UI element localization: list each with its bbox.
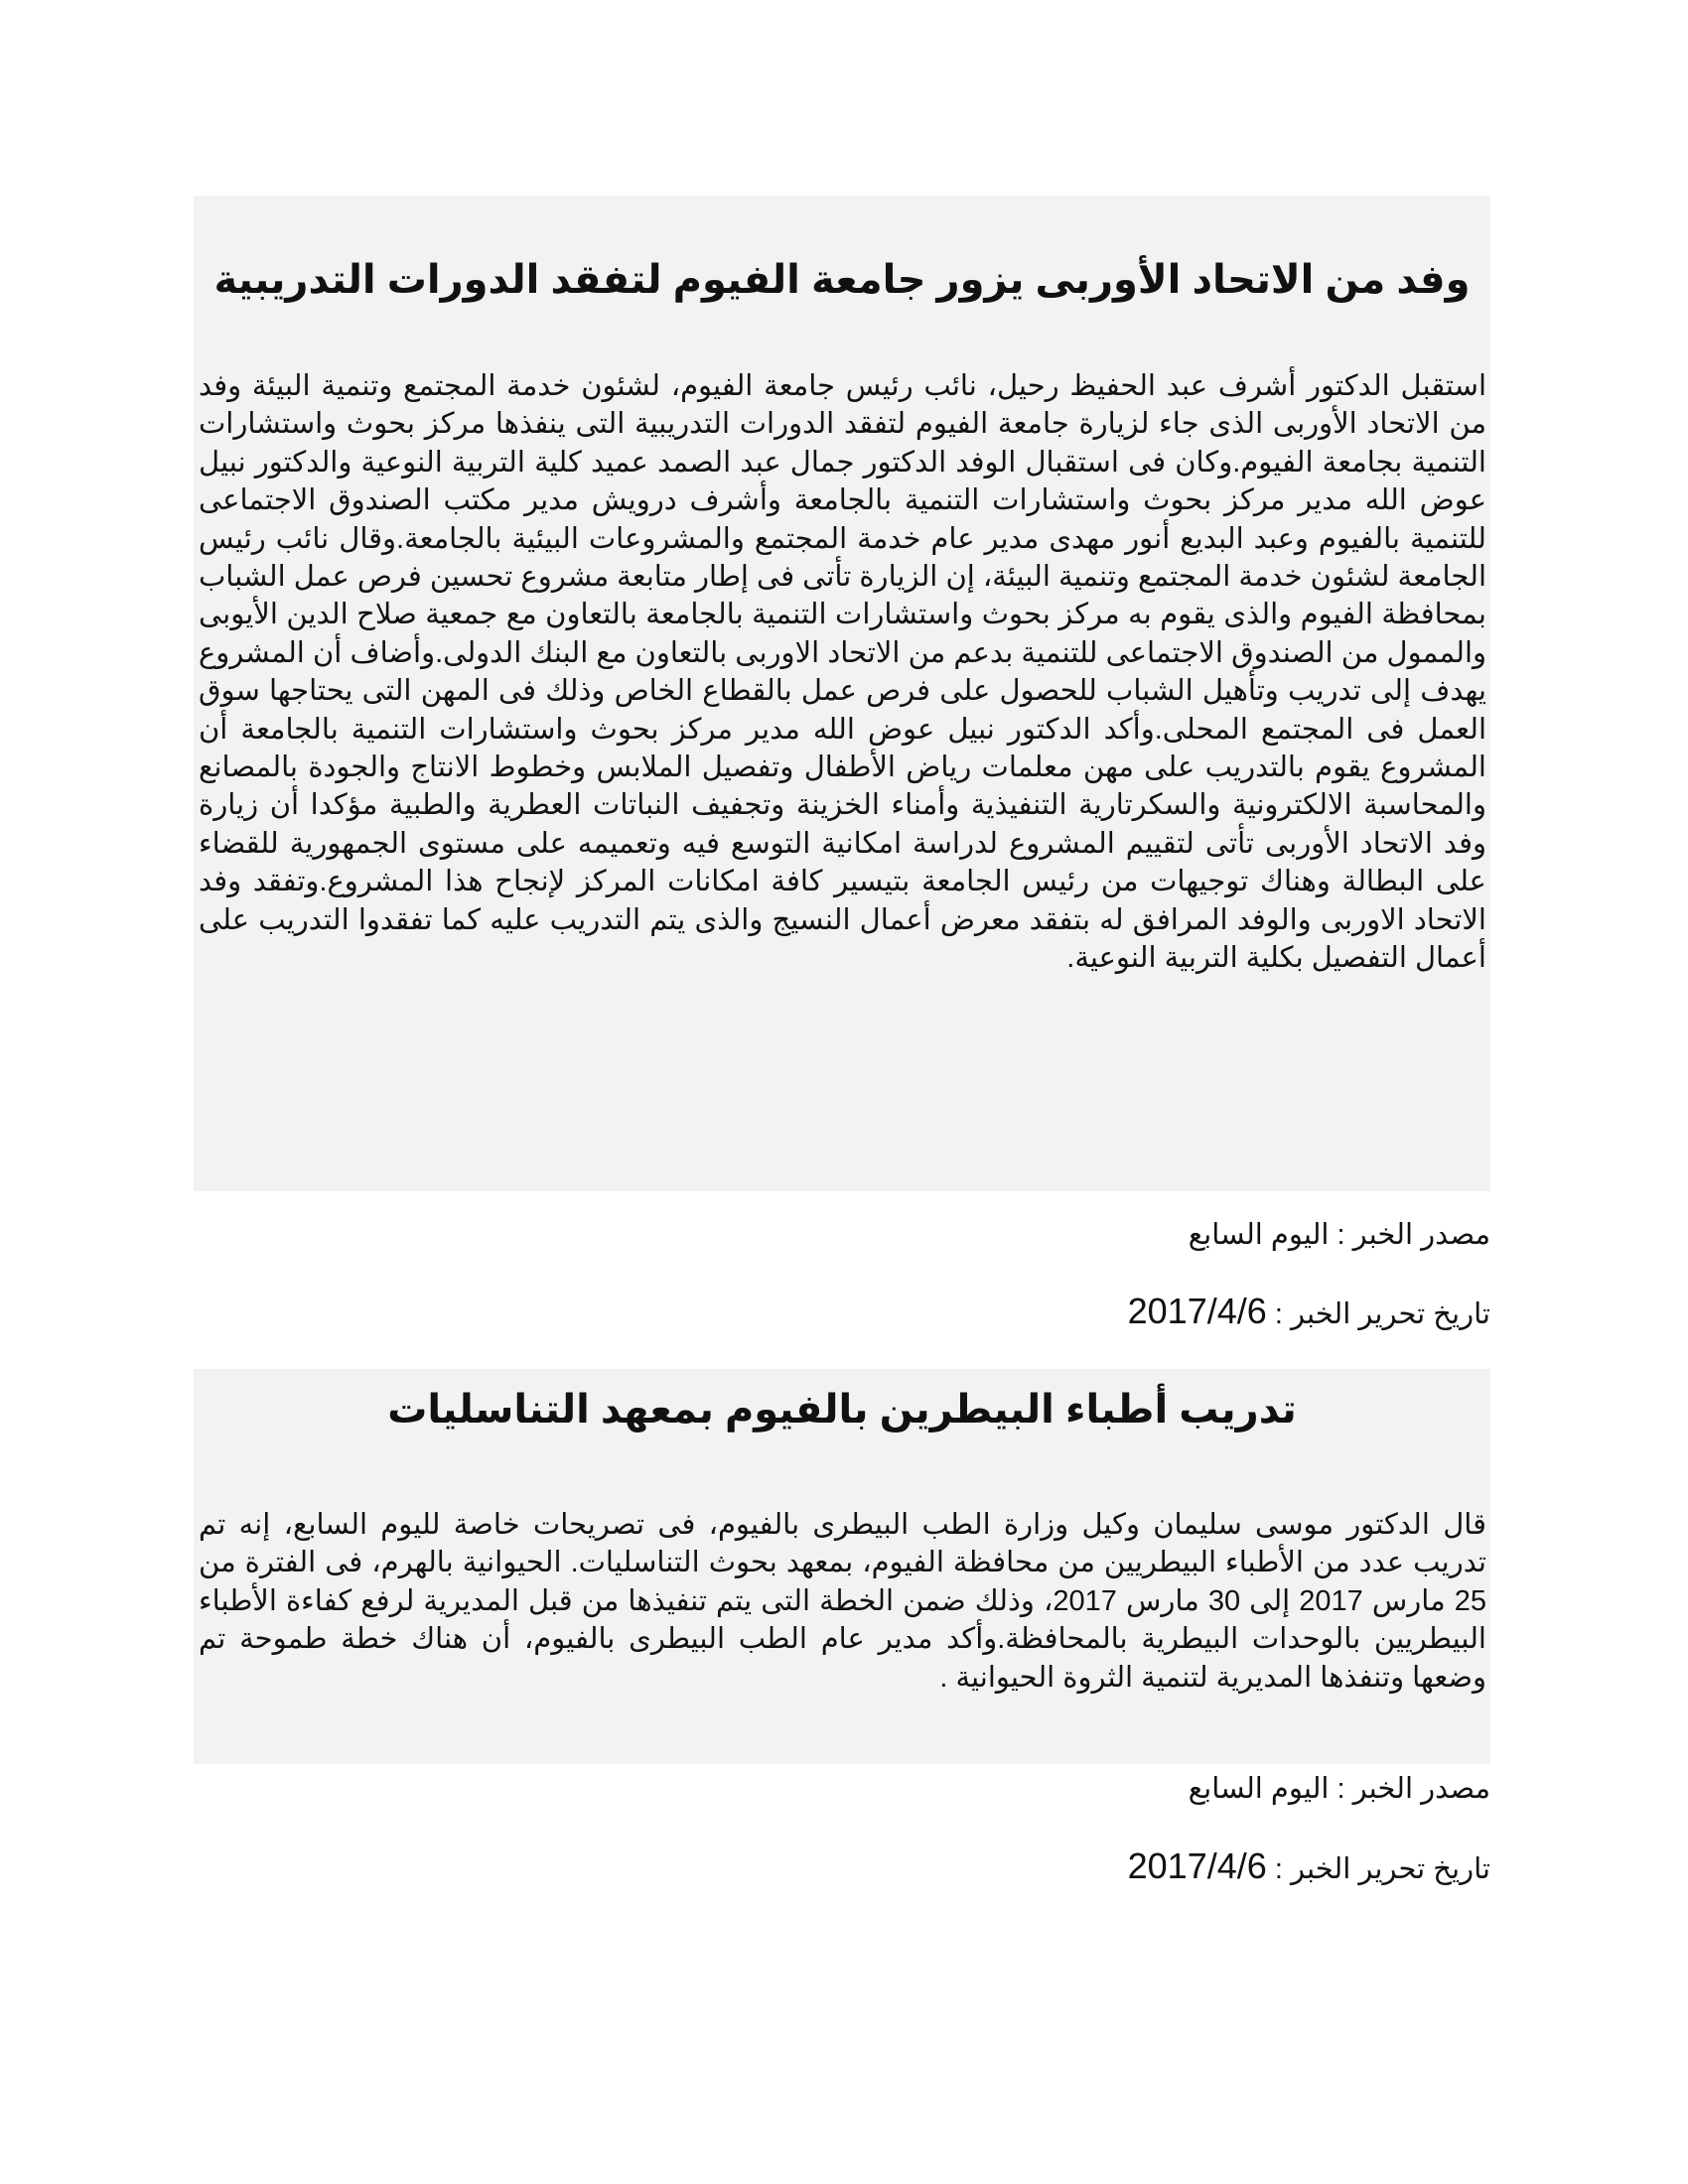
article-body: استقبل الدكتور أشرف عبد الحفيظ رحيل، نائب رئيس جامعة الفيوم، لشئون خدمة المجتمع وتنمية البيئة وفد من الاتحاد الأوربى الذى جاء لزيارة جامعة الفيوم لتفقد الدورات التدريبية التى ينفذها مركز بحوث واستشارات التنمية بجامعة الفيوم.وكان فى استقبال الوفد الدكتور جمال عبد الصمد عميد كلية التربية النوعية والدكتور نبيل عوض الله مدير مركز بحوث واستشارات التنمية بالجامعة وأشرف درويش مدير مكتب الصندوق الاجتماعى للتنمية بالفيوم وعبد البديع أنور مهدى مدير عام خدمة المجتمع والمشروعات البيئية بالجامعة.وقال نائب رئيس الجامعة لشئون خدمة المجتمع وتنمية البيئة، إن الزيارة تأتى فى إطار متابعة مشروع تحسين فرص عمل الشباب بمحافظة الفيوم والذى يقوم به مركز بحوث واستشارات التنمية بالجامعة بالتعاون مع جمعية صلاح الدين الأيوبى والممول من الصندوق الاجتماعى للتنمية بدعم من الاتحاد الاوربى بالتعاون مع البنك الدولى.وأضاف أن المشروع يهدف إلى تدريب وتأهيل الشباب للحصول على فرص عمل بالقطاع الخاص وذلك فى المهن التى يحتاجها سوق العمل فى المجتمع المحلى.وأكد الدكتور نبيل عوض الله مدير مركز بحوث واستشارات التنمية بالجامعة أن المشروع يقوم بالتدريب على مهن معلمات رياض الأطفال وتفصيل الملابس وخطوط الانتاج والجودة بالمصانع والمحاسبة الالكترونية والسكرتارية التنفيذية وأمناء الخزينة وتجفيف النباتات العطرية والطبية مؤكدا أن زيارة وفد الاتحاد الأوربى تأتى لتقييم المشروع لدراسة امكانية التوسع فيه وتعميمه على مستوى الجمهورية للقضاء على البطالة وهناك توجيهات من رئيس الجامعة بتيسير كافة امكانات المركز لإنجاح هذا المشروع.وتفقد وفد الاتحاد الاوربى والوفد المرافق له بتفقد معرض أعمال النسيج والذى يتم التدريب عليه كما تفقدوا التدريب على أعمال التفصيل بكلية التربية النوعية. (199, 370, 1486, 975)
news-date-value: 2017/4/6 (1127, 1291, 1267, 1331)
news-date-label: تاريخ تحرير الخبر : (1266, 1298, 1490, 1330)
article-box (194, 1369, 1490, 1764)
news-date-label: تاريخ تحرير الخبر : (1266, 1853, 1490, 1885)
news-source: مصدر الخبر : اليوم السابع (1188, 1219, 1490, 1251)
article-body: قال الدكتور موسى سليمان وكيل وزارة الطب البيطرى بالفيوم، فى تصريحات خاصة لليوم السابع، إنه تم تدريب عدد من الأطباء البيطريين من محافظة الفيوم، بمعهد بحوث التناسليات. الحيوانية بالهرم، فى الفترة من 25 مارس 2017 إلى 30 مارس 2017، وذلك ضمن الخطة التى يتم تنفيذها من قبل المديرية لرفع كفاءة الأطباء البيطريين بالوحدات البيطرية بالمحافظة.وأكد مدير عام الطب البيطرى بالفيوم، أن هناك خطة طموحة تم وضعها وتنفذها المديرية لتنمية الثروة الحيوانية . (199, 1509, 1487, 1694)
news-date-value: 2017/4/6 (1127, 1845, 1267, 1886)
news-date (1128, 1847, 1490, 1888)
news-date (1128, 1293, 1490, 1333)
article-title: تدريب أطباء البيطرين بالفيوم بمعهد التناسليات (387, 1388, 1297, 1432)
article-title: وفد من الاتحاد الأوربى يزور جامعة الفيوم لتفقد الدورات التدريبية (213, 258, 1471, 302)
article-box (194, 196, 1490, 1191)
news-source: مصدر الخبر : اليوم السابع (1188, 1773, 1490, 1805)
